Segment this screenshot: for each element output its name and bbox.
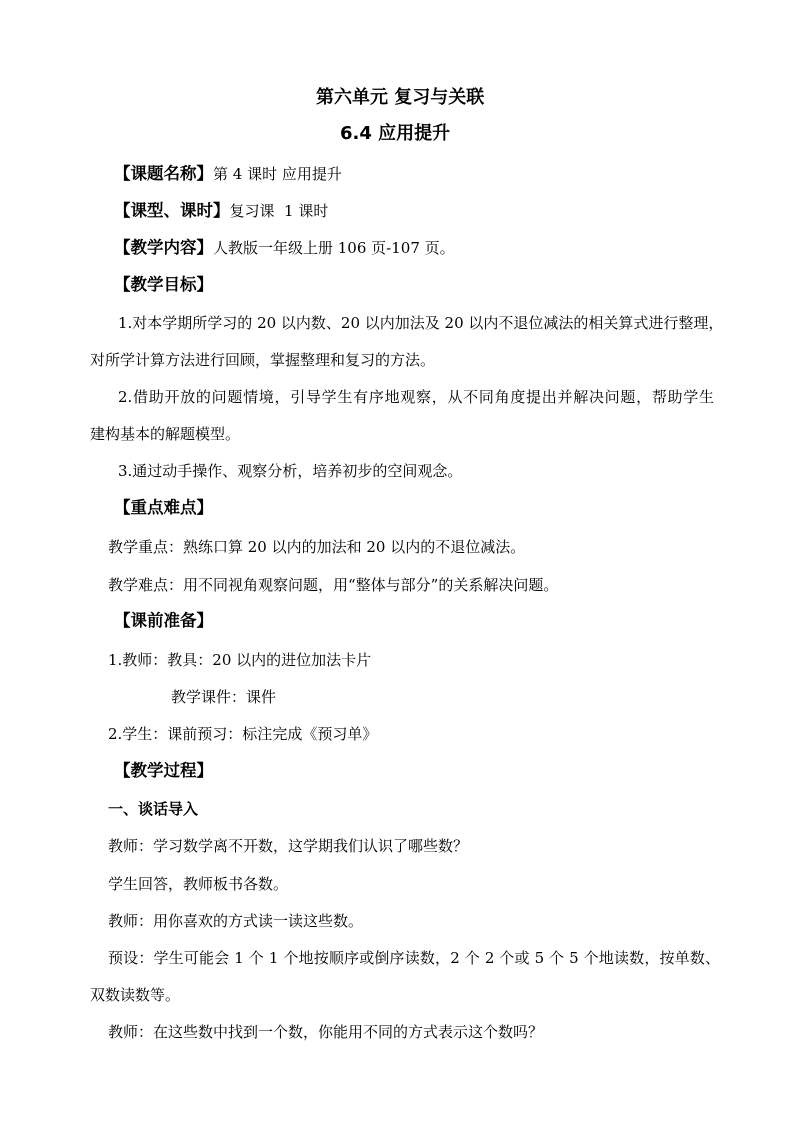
goal-2-line-2: 建构基本的解题模型。 bbox=[90, 425, 241, 443]
document-title: 第六单元 复习与关联 bbox=[316, 87, 485, 108]
process-paragraph-2: 学生回答，教师板书各数。 bbox=[108, 875, 289, 893]
process-paragraph-4-line-1-text: 预设：学生可能会 1 个 1 个地按顺序或倒序读数，2 个 2 个或 5 个 5 个地读数，按单数、 bbox=[108, 949, 720, 967]
meta-content-label: 【教学内容】 bbox=[114, 238, 213, 257]
goal-1-line-2: 对所学计算方法进行回顾，掌握整理和复习的方法。 bbox=[90, 351, 436, 369]
goal-2-line-1-text: 2.借助开放的问题情境，引导学生有序地观察，从不同角度提出并解决问题，帮助学生 bbox=[118, 388, 714, 406]
process-section-1: 一、谈话导入 bbox=[108, 800, 199, 818]
meta-type-value: 复习课 1 课时 bbox=[229, 202, 329, 220]
meta-topic bbox=[114, 164, 342, 184]
prep-student: 2.学生：课前预习：标注完成《预习单》 bbox=[108, 725, 378, 743]
process-paragraph-4-line-2: 双数读数等。 bbox=[90, 986, 181, 1004]
document-subtitle: 6.4 应用提升 bbox=[340, 123, 451, 144]
prep-teacher: 1.教师：教具：20 以内的进位加法卡片 bbox=[108, 651, 372, 669]
prep-heading: 【课前准备】 bbox=[114, 611, 213, 630]
process-paragraph-5: 教师：在这些数中找到一个数，你能用不同的方式表示这个数吗？ bbox=[108, 1023, 544, 1041]
goals-heading: 【教学目标】 bbox=[114, 275, 213, 294]
meta-topic-value: 第 4 课时 应用提升 bbox=[213, 165, 342, 183]
process-heading: 【教学过程】 bbox=[114, 761, 213, 780]
meta-type-label: 【课型、课时】 bbox=[114, 201, 230, 220]
meta-type bbox=[114, 201, 328, 221]
process-paragraph-3: 教师：用你喜欢的方式读一读这些数。 bbox=[108, 912, 364, 930]
key-point-difficulty: 教学难点：用不同视角观察问题，用“整体与部分”的关系解决问题。 bbox=[108, 576, 559, 594]
prep-courseware: 教学课件：课件 bbox=[171, 688, 277, 706]
goal-1-line-1 bbox=[118, 313, 724, 333]
goal-1-line-1-text: 1.对本学期所学习的 20 以内数、20 以内加法及 20 以内不退位减法的相关算式进行整理， bbox=[118, 314, 724, 332]
key-points-heading: 【重点难点】 bbox=[114, 498, 213, 517]
meta-content-value: 人教版一年级上册 106 页-107 页。 bbox=[213, 239, 455, 257]
meta-content bbox=[114, 238, 455, 258]
goal-2-line-1 bbox=[118, 387, 714, 407]
goal-3: 3.通过动手操作、观察分析，培养初步的空间观念。 bbox=[118, 462, 463, 480]
process-paragraph-1: 教师：学习数学离不开数，这学期我们认识了哪些数？ bbox=[108, 837, 469, 855]
process-paragraph-4-line-1 bbox=[108, 948, 720, 968]
key-point-focus: 教学重点：熟练口算 20 以内的加法和 20 以内的不退位减法。 bbox=[108, 538, 526, 556]
meta-topic-label: 【课题名称】 bbox=[114, 164, 213, 183]
